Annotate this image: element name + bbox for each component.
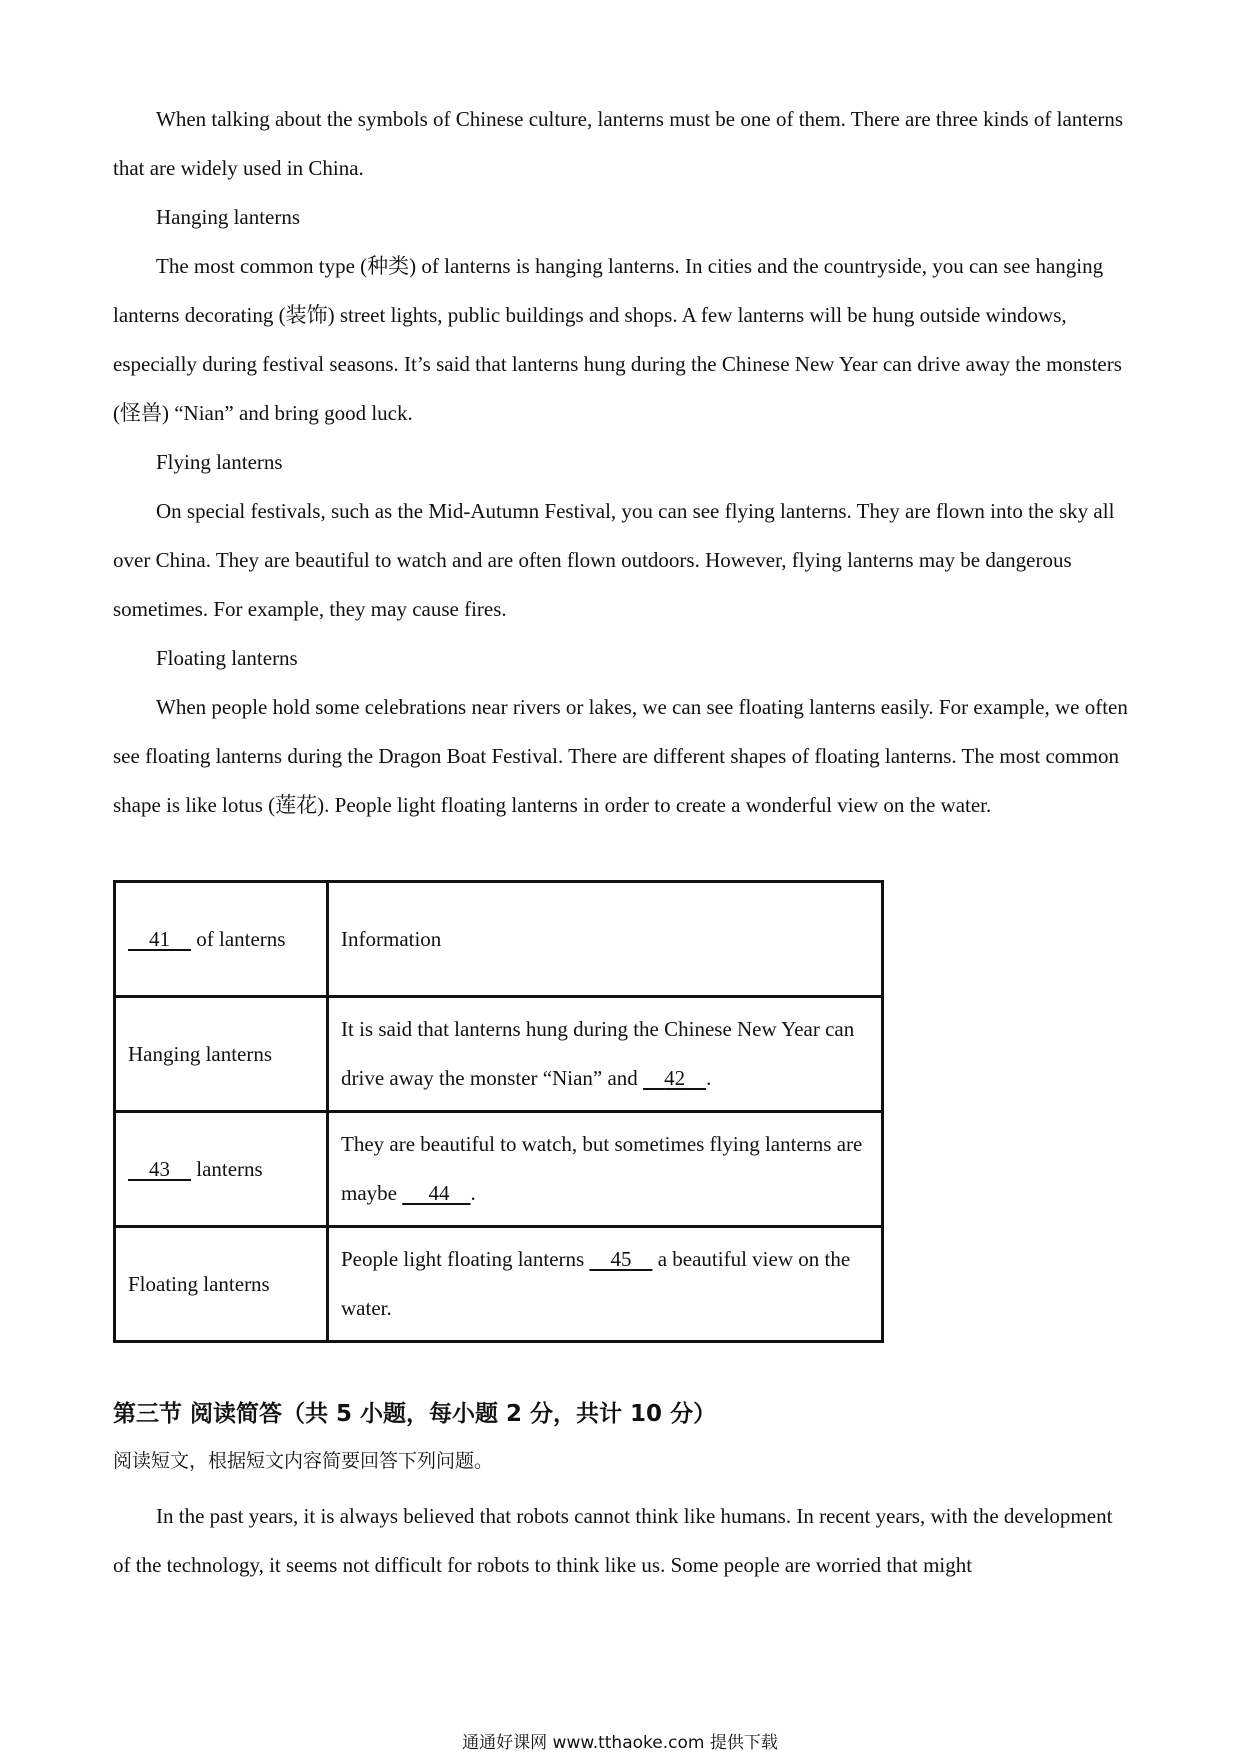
row2-info-cell: They are beautiful to watch, but sometimes flying lanterns are maybe 44 . — [328, 1112, 883, 1227]
page-footer: 通通好课网 www.tthaoke.com 提供下载 — [462, 1733, 778, 1753]
header-info-cell: Information — [328, 882, 883, 997]
flying-paragraph: On special festivals, such as the Mid-Autumn Festival, you can see flying lanterns. They are flown into the sky all over China. They are beautiful to watch and are often flown outdoors. However, flying lanterns may be dangerous sometimes. For example, they may cause fires. — [113, 499, 1115, 621]
blank-44: 44 — [428, 1181, 450, 1205]
table-row — [115, 1112, 883, 1227]
intro-paragraph: When talking about the symbols of Chinese culture, lanterns must be one of them. There are three kinds of lanterns that are widely used in China. — [113, 107, 1124, 180]
flying-heading: Flying lanterns — [156, 450, 283, 474]
row1-kind-cell: Hanging lanterns — [115, 997, 328, 1112]
section3-instruction: 阅读短文，根据短文内容简要回答下列问题。 — [113, 1450, 494, 1472]
blank-43: 43 — [149, 1156, 170, 1181]
summary-table — [113, 880, 884, 1343]
section3-paragraph: In the past years, it is always believed that robots cannot think like humans. In recent years, with the development of the technology, it seems not difficult for robots to think like us. Some people are worried that might — [113, 1504, 1113, 1577]
row1-info-cell: It is said that lanterns hung during the Chinese New Year can drive away the monster “Nian” and 42 . — [328, 997, 883, 1112]
floating-heading: Floating lanterns — [156, 646, 298, 670]
header-kind-cell: 41 of lanterns — [115, 882, 328, 997]
row3-kind-cell: Floating lanterns — [115, 1227, 328, 1342]
row3-info-cell: People light floating lanterns 45 a beautiful view on the water. — [328, 1227, 883, 1342]
floating-paragraph: When people hold some celebrations near rivers or lakes, we can see floating lanterns easily. For example, we often see floating lanterns during the Dragon Boat Festival. There are different shapes of floating lanterns. The most common shape is like lotus (莲花). People light floating lanterns in order to create a wonderful view on the water. — [113, 695, 1128, 817]
hanging-paragraph: The most common type (种类) of lanterns is hanging lanterns. In cities and the countryside, you can see hanging lanterns decorating (装饰) street lights, public buildings and shops. A few lanterns will be hung outside windows, especially during festival seasons. It’s said that lanterns hung during the Chinese New Year can drive away the monsters (怪兽) “Nian” and bring good luck. — [113, 254, 1122, 425]
blank-45: 45 — [610, 1247, 632, 1271]
blank-42: 42 — [664, 1066, 686, 1090]
table-row — [115, 997, 883, 1112]
blank-41: 41 — [149, 926, 170, 951]
hanging-heading: Hanging lanterns — [156, 205, 301, 229]
table-row — [115, 1227, 883, 1342]
table-header-row — [115, 882, 883, 997]
row2-kind-cell: 43 lanterns — [115, 1112, 328, 1227]
section3-title: 第三节 阅读简答（共 5 小题，每小题 2 分，共计 10 分） — [113, 1401, 717, 1427]
